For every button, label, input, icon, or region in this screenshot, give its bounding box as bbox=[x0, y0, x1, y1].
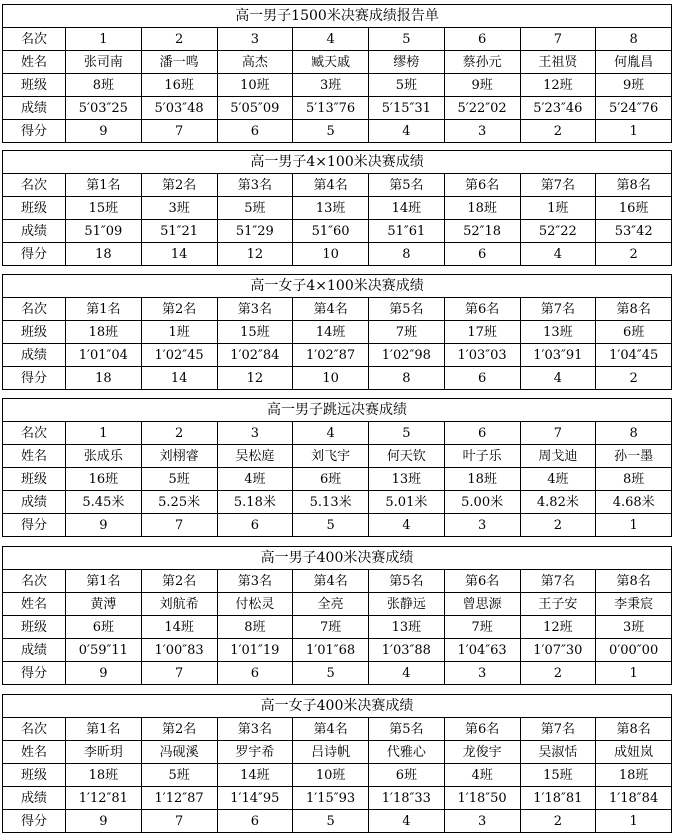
row-label: 班级 bbox=[3, 197, 66, 220]
table-title-row bbox=[3, 547, 672, 570]
table-row bbox=[3, 422, 672, 445]
table-cell: 4.68米 bbox=[596, 491, 672, 514]
table-cell: 黄溥 bbox=[66, 593, 142, 616]
table-row bbox=[3, 197, 672, 220]
table-cell: 15班 bbox=[217, 321, 293, 344]
table-cell: 7 bbox=[141, 662, 217, 685]
table-cell: 5′03″48 bbox=[141, 97, 217, 120]
table-cell: 张司南 bbox=[66, 51, 142, 74]
table-cell: 1 bbox=[596, 662, 672, 685]
table-cell: 第2名 bbox=[141, 718, 217, 741]
table-cell: 冯砚溪 bbox=[141, 741, 217, 764]
table-cell: 8 bbox=[596, 422, 672, 445]
table-cell: 刘飞宇 bbox=[293, 445, 369, 468]
table-cell: 4 bbox=[293, 422, 369, 445]
results-table bbox=[2, 4, 672, 143]
table-cell: 6 bbox=[444, 243, 520, 266]
table-cell: 第2名 bbox=[141, 298, 217, 321]
table-cell: 4班 bbox=[520, 468, 596, 491]
table-cell: 成妞岚 bbox=[596, 741, 672, 764]
table-cell: 缪榜 bbox=[369, 51, 445, 74]
table-cell: 1′18″50 bbox=[444, 787, 520, 810]
table-cell: 14 bbox=[141, 367, 217, 390]
table-cell: 曾思源 bbox=[444, 593, 520, 616]
table-cell: 5′22″02 bbox=[444, 97, 520, 120]
table-cell: 5.45米 bbox=[66, 491, 142, 514]
row-label: 姓名 bbox=[3, 445, 66, 468]
table-cell: 何天钦 bbox=[369, 445, 445, 468]
table-cell: 4 bbox=[369, 662, 445, 685]
table-row bbox=[3, 344, 672, 367]
row-label: 班级 bbox=[3, 468, 66, 491]
table-cell: 8班 bbox=[596, 468, 672, 491]
table-cell: 6 bbox=[217, 514, 293, 537]
table-cell: 7班 bbox=[369, 321, 445, 344]
table-cell: 8 bbox=[369, 243, 445, 266]
table-cell: 何胤昌 bbox=[596, 51, 672, 74]
table-cell: 6 bbox=[217, 662, 293, 685]
table-cell: 15班 bbox=[520, 764, 596, 787]
table-title: 高一男子1500米决赛成绩报告单 bbox=[3, 5, 672, 28]
table-cell: 4班 bbox=[217, 468, 293, 491]
table-cell: 5 bbox=[293, 120, 369, 143]
table-cell: 6 bbox=[217, 810, 293, 833]
table-cell: 9班 bbox=[444, 74, 520, 97]
table-cell: 13班 bbox=[520, 321, 596, 344]
table-cell: 1 bbox=[596, 810, 672, 833]
table-title: 高一女子4×100米决赛成绩 bbox=[3, 275, 672, 298]
table-cell: 罗宇希 bbox=[217, 741, 293, 764]
table-cell: 4 bbox=[369, 514, 445, 537]
table-cell: 1班 bbox=[520, 197, 596, 220]
table-cell: 7 bbox=[520, 28, 596, 51]
table-cell: 张静远 bbox=[369, 593, 445, 616]
table-cell: 王子安 bbox=[520, 593, 596, 616]
table-cell: 14班 bbox=[217, 764, 293, 787]
table-cell: 第6名 bbox=[444, 174, 520, 197]
table-cell: 2 bbox=[141, 422, 217, 445]
table-cell: 8班 bbox=[217, 616, 293, 639]
table-cell: 7 bbox=[141, 514, 217, 537]
table-cell: 第1名 bbox=[66, 298, 142, 321]
table-row bbox=[3, 718, 672, 741]
row-label: 成绩 bbox=[3, 97, 66, 120]
row-label: 成绩 bbox=[3, 344, 66, 367]
table-cell: 蔡孙元 bbox=[444, 51, 520, 74]
table-cell: 7 bbox=[141, 810, 217, 833]
table-cell: 付松灵 bbox=[217, 593, 293, 616]
table-cell: 6 bbox=[217, 120, 293, 143]
table-cell: 1′02″87 bbox=[293, 344, 369, 367]
table-cell: 4.82米 bbox=[520, 491, 596, 514]
table-cell: 第3名 bbox=[217, 298, 293, 321]
table-cell: 龙俊宇 bbox=[444, 741, 520, 764]
table-cell: 2 bbox=[520, 514, 596, 537]
table-cell: 8 bbox=[369, 367, 445, 390]
table-cell: 第2名 bbox=[141, 174, 217, 197]
table-cell: 5 bbox=[369, 28, 445, 51]
table-row bbox=[3, 74, 672, 97]
table-cell: 14班 bbox=[369, 197, 445, 220]
table-title-row bbox=[3, 151, 672, 174]
table-cell: 12班 bbox=[520, 74, 596, 97]
table-cell: 12 bbox=[217, 243, 293, 266]
table-cell: 2 bbox=[520, 810, 596, 833]
row-label: 得分 bbox=[3, 367, 66, 390]
table-row bbox=[3, 741, 672, 764]
table-cell: 2 bbox=[520, 662, 596, 685]
table-cell: 51″29 bbox=[217, 220, 293, 243]
table-cell: 第8名 bbox=[596, 298, 672, 321]
table-cell: 4 bbox=[520, 367, 596, 390]
table-cell: 14班 bbox=[293, 321, 369, 344]
table-cell: 5班 bbox=[141, 468, 217, 491]
table-cell: 第7名 bbox=[520, 718, 596, 741]
table-cell: 0′00″00 bbox=[596, 639, 672, 662]
table-cell: 第8名 bbox=[596, 570, 672, 593]
table-cell: 1 bbox=[66, 28, 142, 51]
table-cell: 1 bbox=[596, 514, 672, 537]
table-cell: 3 bbox=[444, 514, 520, 537]
table-cell: 10班 bbox=[217, 74, 293, 97]
table-cell: 1′01″68 bbox=[293, 639, 369, 662]
table-cell: 1′01″04 bbox=[66, 344, 142, 367]
row-label: 名次 bbox=[3, 570, 66, 593]
table-title-row bbox=[3, 275, 672, 298]
table-row bbox=[3, 810, 672, 833]
table-cell: 第4名 bbox=[293, 718, 369, 741]
table-cell: 16班 bbox=[141, 74, 217, 97]
table-row bbox=[3, 28, 672, 51]
results-table bbox=[2, 274, 672, 390]
table-cell: 8班 bbox=[66, 74, 142, 97]
table-row bbox=[3, 97, 672, 120]
table-cell: 1′12″81 bbox=[66, 787, 142, 810]
table-cell: 18班 bbox=[66, 764, 142, 787]
table-cell: 潘一鸣 bbox=[141, 51, 217, 74]
table-cell: 1′00″83 bbox=[141, 639, 217, 662]
table-row bbox=[3, 662, 672, 685]
table-cell: 3 bbox=[444, 810, 520, 833]
table-cell: 13班 bbox=[369, 468, 445, 491]
row-label: 得分 bbox=[3, 662, 66, 685]
row-label: 得分 bbox=[3, 243, 66, 266]
table-row bbox=[3, 120, 672, 143]
table-title: 高一男子跳远决赛成绩 bbox=[3, 399, 672, 422]
table-cell: 叶子乐 bbox=[444, 445, 520, 468]
table-cell: 臧天戚 bbox=[293, 51, 369, 74]
table-cell: 1′04″45 bbox=[596, 344, 672, 367]
table-cell: 5 bbox=[293, 810, 369, 833]
table-cell: 3 bbox=[444, 662, 520, 685]
table-title: 高一男子4×100米决赛成绩 bbox=[3, 151, 672, 174]
table-row bbox=[3, 321, 672, 344]
table-cell: 刘栩睿 bbox=[141, 445, 217, 468]
table-cell: 第4名 bbox=[293, 174, 369, 197]
table-cell: 52″18 bbox=[444, 220, 520, 243]
table-cell: 5班 bbox=[217, 197, 293, 220]
results-table bbox=[2, 398, 672, 537]
table-cell: 4班 bbox=[444, 764, 520, 787]
results-table bbox=[2, 546, 672, 685]
table-cell: 高杰 bbox=[217, 51, 293, 74]
table-cell: 16班 bbox=[66, 468, 142, 491]
table-title-row bbox=[3, 399, 672, 422]
table-cell: 52″22 bbox=[520, 220, 596, 243]
table-cell: 第5名 bbox=[369, 718, 445, 741]
table-cell: 5′05″09 bbox=[217, 97, 293, 120]
table-cell: 13班 bbox=[369, 616, 445, 639]
table-row bbox=[3, 51, 672, 74]
table-cell: 9 bbox=[66, 662, 142, 685]
row-label: 名次 bbox=[3, 718, 66, 741]
table-cell: 6班 bbox=[369, 764, 445, 787]
table-row bbox=[3, 787, 672, 810]
table-cell: 4 bbox=[293, 28, 369, 51]
table-row bbox=[3, 514, 672, 537]
table-cell: 1′02″98 bbox=[369, 344, 445, 367]
table-cell: 3 bbox=[217, 422, 293, 445]
table-cell: 第3名 bbox=[217, 718, 293, 741]
table-row bbox=[3, 298, 672, 321]
row-label: 名次 bbox=[3, 174, 66, 197]
table-cell: 第1名 bbox=[66, 718, 142, 741]
table-title-row bbox=[3, 5, 672, 28]
table-cell: 5.00米 bbox=[444, 491, 520, 514]
table-row bbox=[3, 220, 672, 243]
table-cell: 14班 bbox=[141, 616, 217, 639]
table-cell: 5 bbox=[293, 662, 369, 685]
table-cell: 刘航希 bbox=[141, 593, 217, 616]
table-cell: 16班 bbox=[596, 197, 672, 220]
table-cell: 51″61 bbox=[369, 220, 445, 243]
table-cell: 5.18米 bbox=[217, 491, 293, 514]
table-title-row bbox=[3, 695, 672, 718]
table-cell: 第2名 bbox=[141, 570, 217, 593]
row-label: 班级 bbox=[3, 321, 66, 344]
row-label: 姓名 bbox=[3, 51, 66, 74]
row-label: 姓名 bbox=[3, 741, 66, 764]
table-cell: 2 bbox=[520, 120, 596, 143]
table-cell: 18班 bbox=[444, 468, 520, 491]
table-cell: 李秉宸 bbox=[596, 593, 672, 616]
table-cell: 第3名 bbox=[217, 174, 293, 197]
table-cell: 9班 bbox=[596, 74, 672, 97]
table-row bbox=[3, 593, 672, 616]
table-cell: 18班 bbox=[66, 321, 142, 344]
row-label: 名次 bbox=[3, 28, 66, 51]
row-label: 成绩 bbox=[3, 639, 66, 662]
results-table bbox=[2, 150, 672, 266]
table-cell: 1′15″93 bbox=[293, 787, 369, 810]
table-row bbox=[3, 174, 672, 197]
table-cell: 第7名 bbox=[520, 298, 596, 321]
table-cell: 第6名 bbox=[444, 570, 520, 593]
table-cell: 7班 bbox=[444, 616, 520, 639]
table-cell: 10 bbox=[293, 367, 369, 390]
table-cell: 18班 bbox=[444, 197, 520, 220]
table-cell: 6班 bbox=[596, 321, 672, 344]
results-table bbox=[2, 694, 672, 833]
table-cell: 7班 bbox=[293, 616, 369, 639]
table-cell: 1′01″19 bbox=[217, 639, 293, 662]
table-cell: 7 bbox=[141, 120, 217, 143]
table-cell: 5.01米 bbox=[369, 491, 445, 514]
table-cell: 2 bbox=[596, 243, 672, 266]
table-row bbox=[3, 367, 672, 390]
table-cell: 第6名 bbox=[444, 298, 520, 321]
table-cell: 8 bbox=[596, 28, 672, 51]
table-cell: 12 bbox=[217, 367, 293, 390]
row-label: 得分 bbox=[3, 810, 66, 833]
table-cell: 1′18″33 bbox=[369, 787, 445, 810]
table-cell: 3 bbox=[217, 28, 293, 51]
table-cell: 51″21 bbox=[141, 220, 217, 243]
table-cell: 3班 bbox=[293, 74, 369, 97]
table-cell: 4 bbox=[369, 120, 445, 143]
table-row bbox=[3, 764, 672, 787]
table-row bbox=[3, 570, 672, 593]
table-cell: 第8名 bbox=[596, 174, 672, 197]
table-cell: 0′59″11 bbox=[66, 639, 142, 662]
table-cell: 第4名 bbox=[293, 570, 369, 593]
row-label: 姓名 bbox=[3, 593, 66, 616]
table-cell: 第7名 bbox=[520, 174, 596, 197]
table-cell: 9 bbox=[66, 514, 142, 537]
table-row bbox=[3, 243, 672, 266]
table-cell: 孙一墨 bbox=[596, 445, 672, 468]
table-cell: 第7名 bbox=[520, 570, 596, 593]
table-cell: 2 bbox=[596, 367, 672, 390]
table-cell: 18 bbox=[66, 243, 142, 266]
table-cell: 2 bbox=[141, 28, 217, 51]
table-cell: 3 bbox=[444, 120, 520, 143]
table-cell: 1班 bbox=[141, 321, 217, 344]
table-cell: 周戈迪 bbox=[520, 445, 596, 468]
table-cell: 1′03″03 bbox=[444, 344, 520, 367]
table-cell: 5′13″76 bbox=[293, 97, 369, 120]
table-cell: 1′02″45 bbox=[141, 344, 217, 367]
table-cell: 李昕玥 bbox=[66, 741, 142, 764]
table-cell: 15班 bbox=[66, 197, 142, 220]
table-cell: 53″42 bbox=[596, 220, 672, 243]
table-cell: 第1名 bbox=[66, 570, 142, 593]
row-label: 成绩 bbox=[3, 220, 66, 243]
table-cell: 5′23″46 bbox=[520, 97, 596, 120]
table-row bbox=[3, 491, 672, 514]
table-row bbox=[3, 468, 672, 491]
table-cell: 10 bbox=[293, 243, 369, 266]
table-cell: 5班 bbox=[141, 764, 217, 787]
table-cell: 第5名 bbox=[369, 298, 445, 321]
table-cell: 51″09 bbox=[66, 220, 142, 243]
table-cell: 1′07″30 bbox=[520, 639, 596, 662]
table-cell: 14 bbox=[141, 243, 217, 266]
table-cell: 7 bbox=[520, 422, 596, 445]
table-cell: 1′03″88 bbox=[369, 639, 445, 662]
table-cell: 1′04″63 bbox=[444, 639, 520, 662]
table-cell: 全亮 bbox=[293, 593, 369, 616]
table-cell: 吴松庭 bbox=[217, 445, 293, 468]
table-cell: 1 bbox=[66, 422, 142, 445]
row-label: 得分 bbox=[3, 120, 66, 143]
table-cell: 6 bbox=[444, 28, 520, 51]
table-cell: 第8名 bbox=[596, 718, 672, 741]
table-cell: 51″60 bbox=[293, 220, 369, 243]
table-cell: 18班 bbox=[596, 764, 672, 787]
row-label: 班级 bbox=[3, 616, 66, 639]
table-cell: 9 bbox=[66, 810, 142, 833]
table-cell: 1′12″87 bbox=[141, 787, 217, 810]
table-cell: 10班 bbox=[293, 764, 369, 787]
table-cell: 第6名 bbox=[444, 718, 520, 741]
table-cell: 吕诗帆 bbox=[293, 741, 369, 764]
table-cell: 1′14″95 bbox=[217, 787, 293, 810]
table-cell: 代雅心 bbox=[369, 741, 445, 764]
table-title: 高一女子400米决赛成绩 bbox=[3, 695, 672, 718]
table-cell: 4 bbox=[369, 810, 445, 833]
table-cell: 6班 bbox=[293, 468, 369, 491]
row-label: 名次 bbox=[3, 298, 66, 321]
table-cell: 6班 bbox=[66, 616, 142, 639]
table-row bbox=[3, 639, 672, 662]
table-cell: 18 bbox=[66, 367, 142, 390]
table-cell: 1 bbox=[596, 120, 672, 143]
table-cell: 张成乐 bbox=[66, 445, 142, 468]
table-cell: 王祖贤 bbox=[520, 51, 596, 74]
table-cell: 第1名 bbox=[66, 174, 142, 197]
table-cell: 5.13米 bbox=[293, 491, 369, 514]
table-cell: 4 bbox=[520, 243, 596, 266]
table-cell: 5′24″76 bbox=[596, 97, 672, 120]
row-label: 得分 bbox=[3, 514, 66, 537]
table-cell: 3班 bbox=[596, 616, 672, 639]
table-cell: 1′18″81 bbox=[520, 787, 596, 810]
table-cell: 1′18″84 bbox=[596, 787, 672, 810]
table-cell: 第5名 bbox=[369, 570, 445, 593]
table-cell: 5′03″25 bbox=[66, 97, 142, 120]
table-cell: 吴淑恬 bbox=[520, 741, 596, 764]
table-cell: 12班 bbox=[520, 616, 596, 639]
table-cell: 第5名 bbox=[369, 174, 445, 197]
row-label: 班级 bbox=[3, 764, 66, 787]
table-title: 高一男子400米决赛成绩 bbox=[3, 547, 672, 570]
table-cell: 5班 bbox=[369, 74, 445, 97]
table-cell: 1′02″84 bbox=[217, 344, 293, 367]
table-cell: 13班 bbox=[293, 197, 369, 220]
table-cell: 5.25米 bbox=[141, 491, 217, 514]
table-cell: 6 bbox=[444, 367, 520, 390]
row-label: 名次 bbox=[3, 422, 66, 445]
table-cell: 1′03″91 bbox=[520, 344, 596, 367]
table-cell: 3班 bbox=[141, 197, 217, 220]
row-label: 班级 bbox=[3, 74, 66, 97]
table-row bbox=[3, 616, 672, 639]
table-cell: 第4名 bbox=[293, 298, 369, 321]
table-cell: 5 bbox=[369, 422, 445, 445]
table-cell: 17班 bbox=[444, 321, 520, 344]
table-cell: 9 bbox=[66, 120, 142, 143]
table-cell: 第3名 bbox=[217, 570, 293, 593]
table-cell: 5′15″31 bbox=[369, 97, 445, 120]
row-label: 成绩 bbox=[3, 787, 66, 810]
table-cell: 6 bbox=[444, 422, 520, 445]
table-row bbox=[3, 445, 672, 468]
table-cell: 5 bbox=[293, 514, 369, 537]
row-label: 成绩 bbox=[3, 491, 66, 514]
